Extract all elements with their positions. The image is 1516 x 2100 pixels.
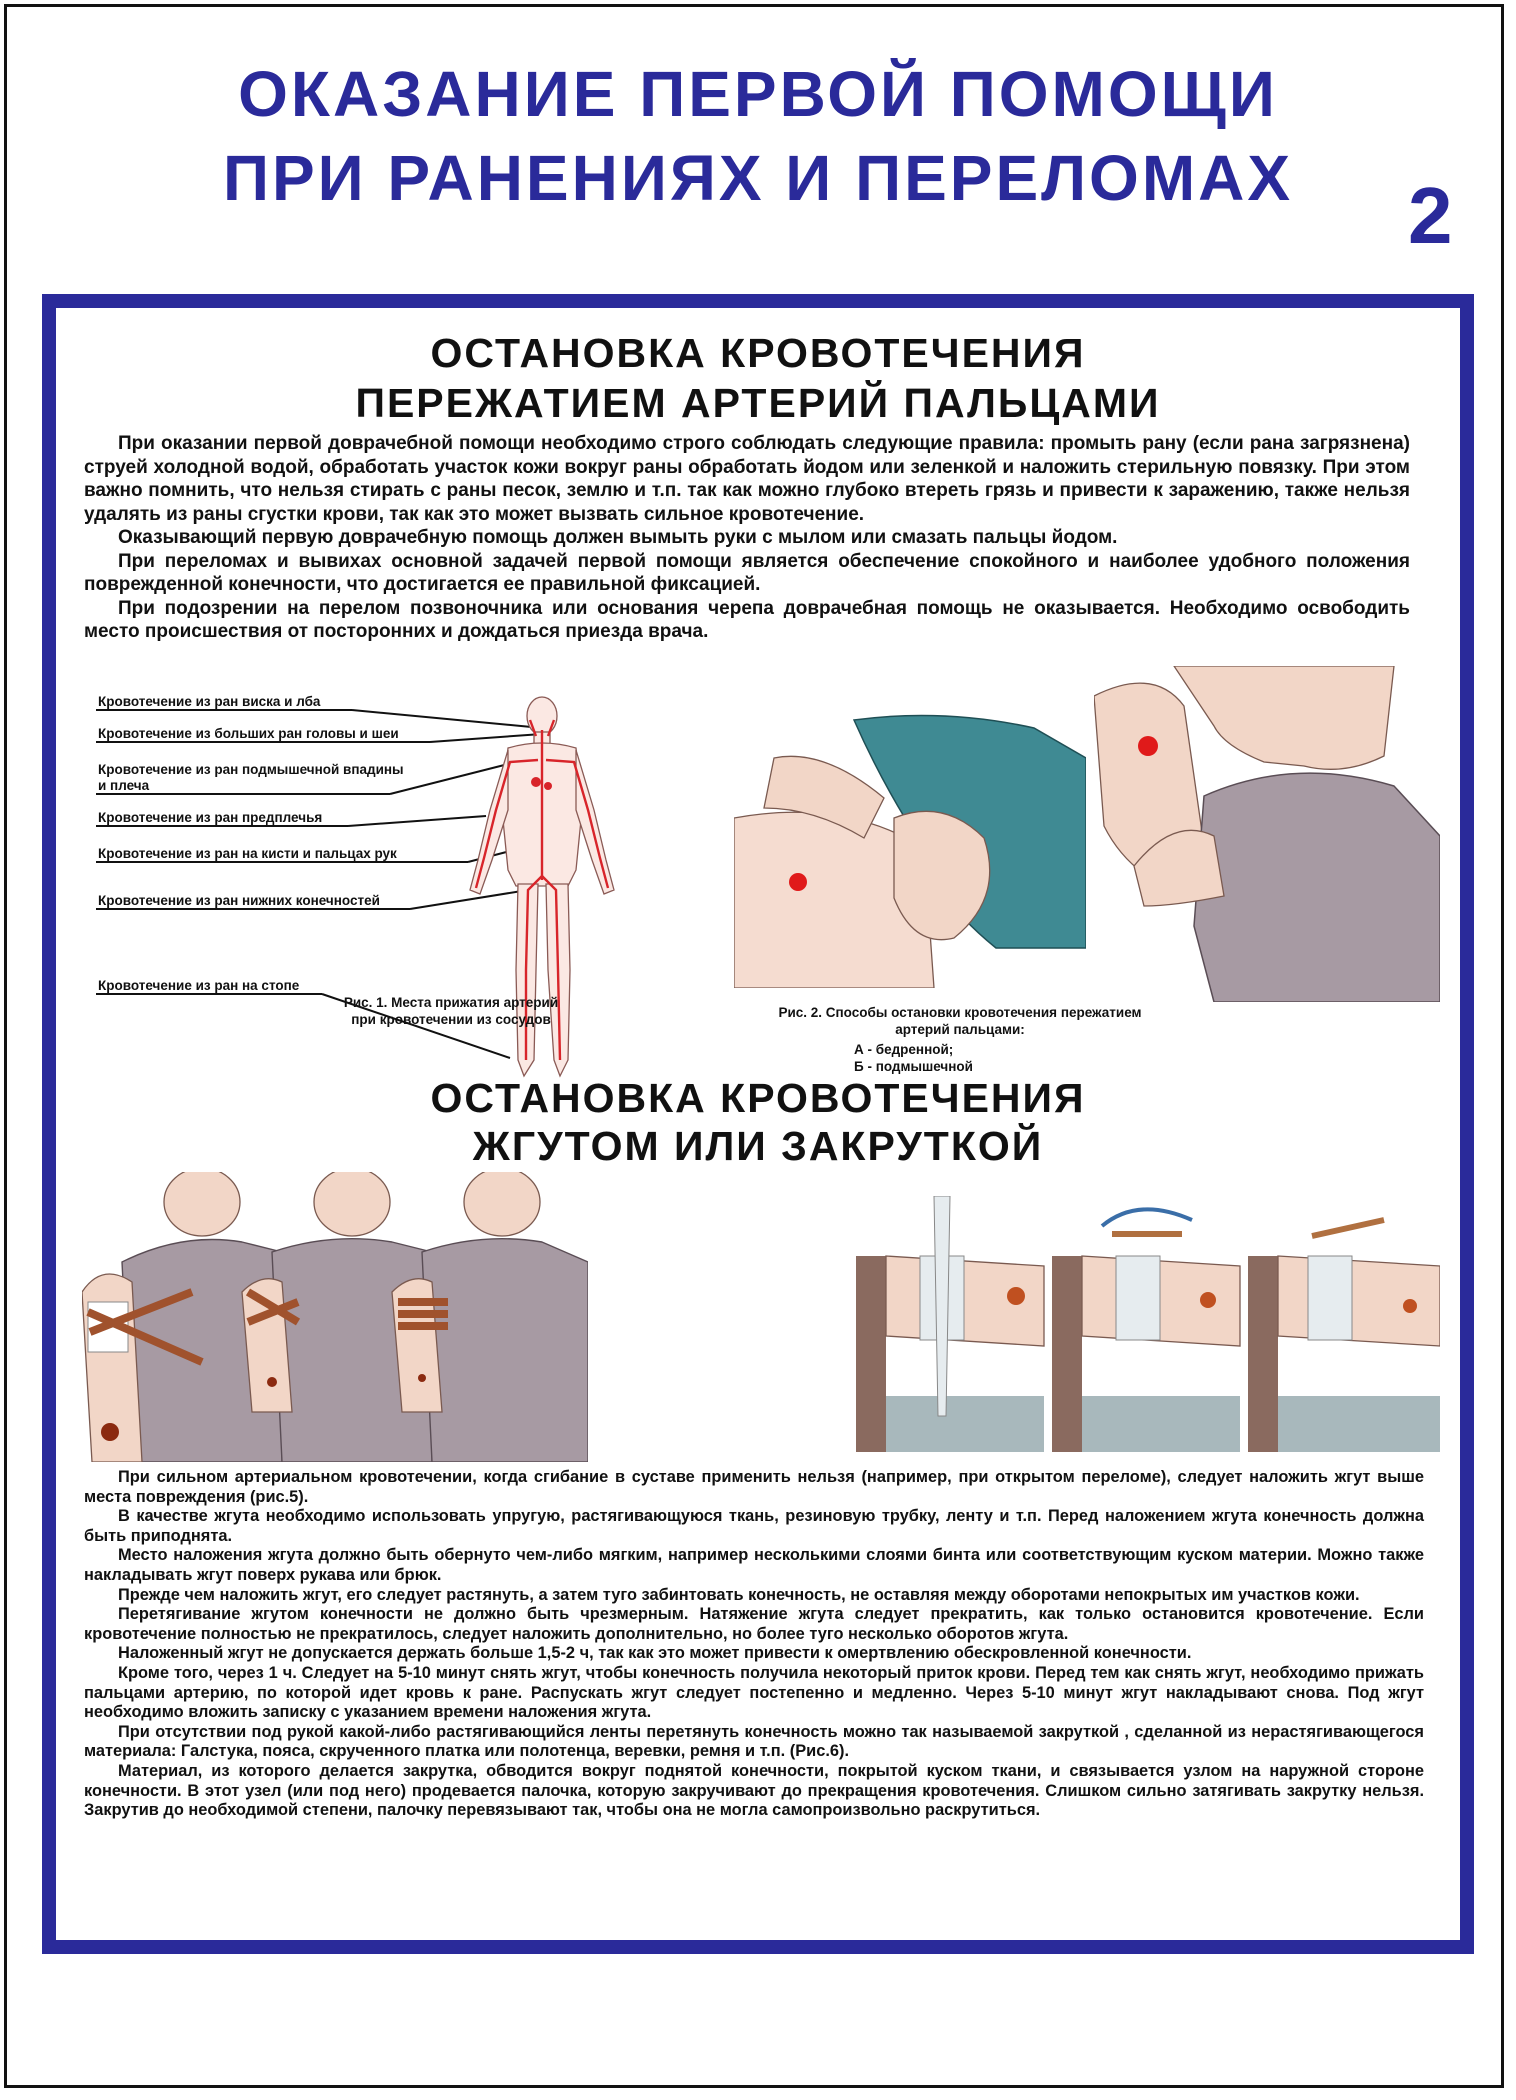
poster-title-line1: ОКАЗАНИЕ ПЕРВОЙ ПОМОЩИ xyxy=(238,58,1278,130)
figure1-label: и плеча xyxy=(98,778,150,793)
section2-paragraph: Перетягивание жгутом конечности не должно быть чрезмерным. Натяжение жгута следует прекратить, как только остановится кровотечение. Если кровотечение полностью не прекратилось, следует наложить дополнительно, но более туго несколько оборотов жгута. xyxy=(84,1605,1424,1643)
section1-title-line2: ПЕРЕЖАТИЕМ АРТЕРИЙ ПАЛЬЦАМИ xyxy=(355,380,1161,426)
section1-paragraph: При переломах и вывихах основной задачей первой помощи является обеспечение спокойного и наиболее удобного положения поврежденной конечности, что достигается ее правильной фиксацией. xyxy=(84,550,1410,595)
section2-title xyxy=(60,1074,1456,1170)
section1-paragraph: Оказывающий первую доврачебную помощь должен вымыть руки с мылом или смазать пальцы йодом. xyxy=(118,527,1118,548)
figure1-label: Кровотечение из ран на стопе xyxy=(98,978,300,993)
poster-number: 2 xyxy=(1408,171,1453,260)
section2-paragraph: Наложенный жгут не допускается держать больше 1,5-2 ч, так как это может привести к омертвлению обескровленной конечности. xyxy=(118,1644,1192,1663)
figure1-label: Кровотечение из ран предплечья xyxy=(98,810,323,825)
figure1-label: Кровотечение из больших ран головы и шеи xyxy=(98,726,399,741)
section2-text xyxy=(84,1468,1424,1821)
twist-tourniquet-illustration xyxy=(856,1196,1440,1452)
figure2-caption-line2: артерий пальцами: xyxy=(895,1022,1025,1037)
figure1-caption xyxy=(326,994,576,1028)
section2-title-line2: ЖГУТОМ ИЛИ ЗАКРУТКОЙ xyxy=(472,1123,1044,1169)
section2-paragraph: Материал, из которого делается закрутка, обводится вокруг поднятой конечности, покрытой куском ткани, и связывается узлом на наружной стороне конечности. В этот узел (или под него) продевается палочка, которую закручивают до прекращения кровотечения. Слишком сильно затягивать закрутку нельзя. Закрутив до необходимой степени, палочку перевязывают так, чтобы она не могла самопроизвольно раскрутиться. xyxy=(84,1761,1424,1820)
section1-title xyxy=(60,328,1456,428)
section2-paragraph: Прежде чем наложить жгут, его следует растянуть, а затем туго забинтовать конечность, не оставляя между оборотами непокрытых им участков кожи. xyxy=(118,1585,1360,1604)
figure2-caption-items xyxy=(854,1041,1014,1075)
section1-paragraph: При подозрении на перелом позвоночника или основания черепа доврачебная помощь не оказывается. Необходимо освободить место происшествия от посторонних и дождаться приезда врача. xyxy=(84,597,1410,642)
section2-paragraph: При отсутствии под рукой какой-либо растягивающийся ленты перетянуть конечность можно так называемой закруткой , сделанной из нерастягивающегося материала: Галстука, пояса, скрученного платка или полотенца, веревки, ремня и т.п. (Рис.6). xyxy=(84,1722,1424,1761)
section1-title-line1: ОСТАНОВКА КРОВОТЕЧЕНИЯ xyxy=(430,330,1086,376)
section2-title-line1: ОСТАНОВКА КРОВОТЕЧЕНИЯ xyxy=(430,1075,1086,1121)
figure1-label: Кровотечение из ран на кисти и пальцах рук xyxy=(98,846,397,861)
section2-paragraph: Место наложения жгута должно быть обернуто чем-либо мягким, например несколькими слоями бинта или соответствующим куском материи. Можно также накладывать жгут поверх рукава или брюк. xyxy=(84,1546,1424,1584)
poster-title xyxy=(0,52,1516,220)
section2-paragraph: При сильном артериальном кровотечении, когда сгибание в суставе применить нельзя (например, при открытом переломе), следует наложить жгут выше места повреждения (рис.5). xyxy=(84,1468,1424,1506)
tourniquet-steps-illustration xyxy=(82,1172,588,1462)
body-artery-diagram xyxy=(90,690,670,1090)
poster-title-line2: ПРИ РАНЕНИЯХ И ПЕРЕЛОМАХ xyxy=(222,142,1294,214)
femoral-pressure-illustration xyxy=(734,698,1086,988)
figure1-label: Кровотечение из ран подмышечной впадины xyxy=(98,762,404,777)
section2-paragraph: В качестве жгута необходимо использовать упругую, растягивающуюся ткань, резиновую трубку, ленту и т.п. Перед наложением жгута конечность должна быть приподнята. xyxy=(84,1507,1424,1545)
figure2-caption-line4: Б - подмышечной xyxy=(854,1059,973,1074)
figure1-label: Кровотечение из ран виска и лба xyxy=(98,694,321,709)
figure1-label: Кровотечение из ран нижних конечностей xyxy=(98,893,380,908)
section2-paragraph: Кроме того, через 1 ч. Следует на 5-10 минут снять жгут, чтобы конечность получила некоторый приток крови. Перед тем как снять жгут, необходимо прижать пальцами артерию, по которой идет кровь к ране. Распускать жгут следует постепенно и медленно. Через 5-10 минут жгут накладывают снова. Под жгут необходимо вложить записку с указанием времени наложения жгута. xyxy=(84,1663,1424,1722)
section1-paragraph: При оказании первой доврачебной помощи необходимо строго соблюдать следующие правила: промыть рану (если рана загрязнена) струей холодной водой, обработать участок кожи вокруг раны обработать йодом или зеленкой и наложить стерильную повязку. При этом важно помнить, что нельзя стирать с раны песок, землю и т.п. так как можно глубоко втереть грязь и привести к заражению, также нельзя удалять из раны сгустки крови, так как это может вызвать сильное кровотечение. xyxy=(84,433,1410,525)
axillary-pressure-illustration xyxy=(1094,666,1440,1002)
figure2-caption-line3: А - бедренной; xyxy=(854,1042,954,1057)
section1-text xyxy=(84,432,1410,644)
figure2-caption xyxy=(770,1004,1150,1038)
figure2-caption-line1: Рис. 2. Способы остановки кровотечения пережатием xyxy=(778,1005,1142,1020)
figure1-caption-line2: при кровотечении из сосудов xyxy=(351,1012,551,1027)
figure1-caption-line1: Рис. 1. Места прижатия артерий xyxy=(343,995,559,1010)
